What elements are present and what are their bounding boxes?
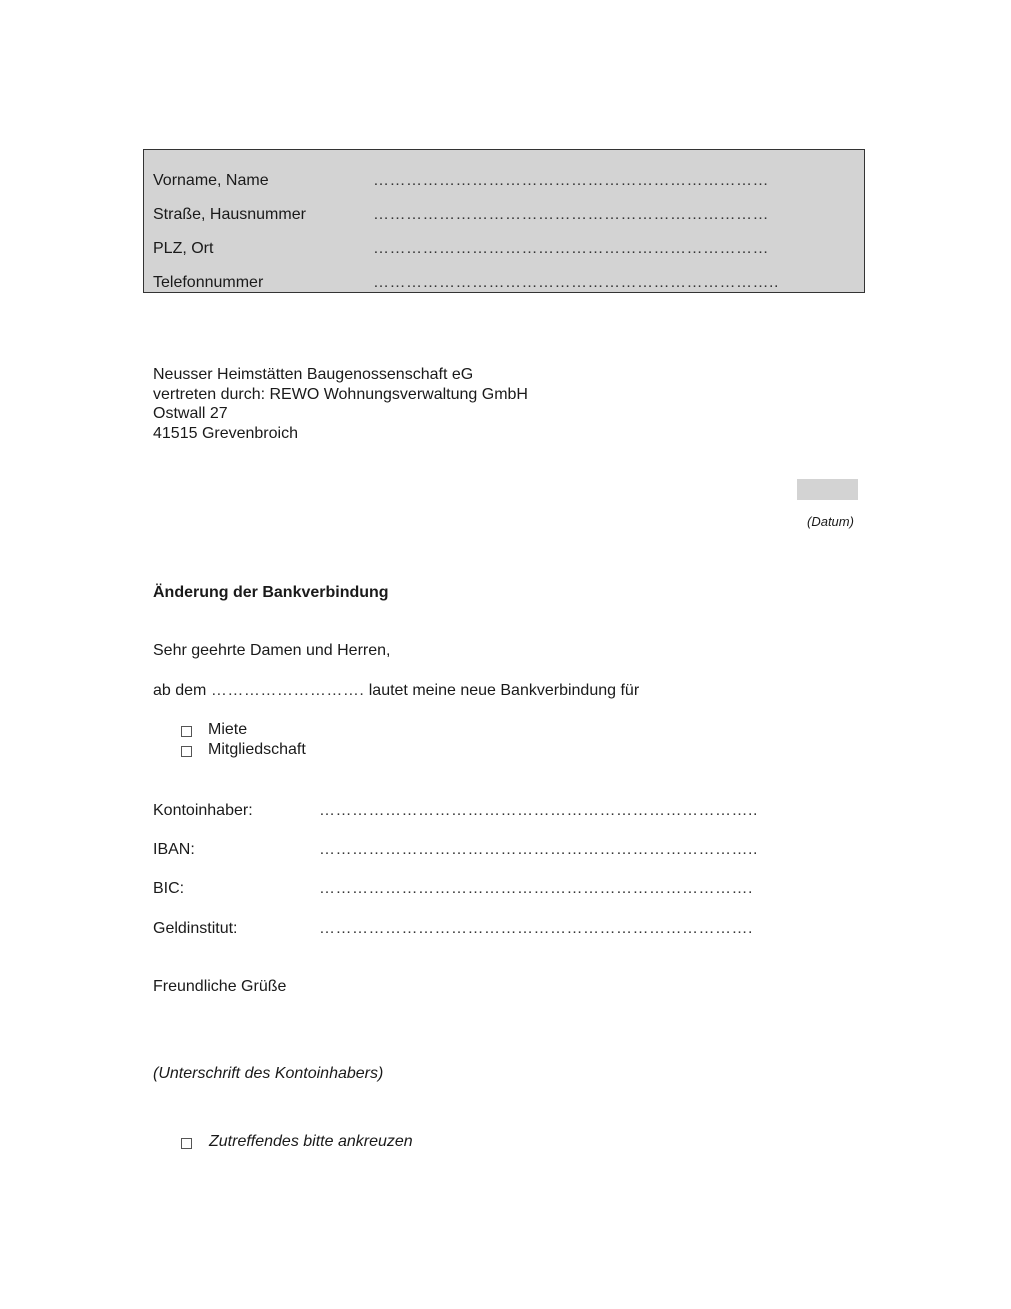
note-checkbox-icon bbox=[181, 1138, 192, 1149]
iban-label: IBAN: bbox=[153, 841, 195, 858]
sender-street-label: Straße, Hausnummer bbox=[153, 206, 306, 223]
recipient-line-3: Ostwall 27 bbox=[153, 405, 228, 422]
sender-name-field[interactable]: ……………………………………………………………… bbox=[373, 172, 769, 189]
miete-label: Miete bbox=[208, 721, 248, 738]
intro-before: ab dem bbox=[153, 682, 207, 699]
date-field[interactable] bbox=[797, 479, 858, 500]
mitgliedschaft-label: Mitgliedschaft bbox=[208, 741, 306, 758]
closing-text: Freundliche Grüße bbox=[153, 978, 287, 995]
sender-city-field[interactable]: ……………………………………………………………… bbox=[373, 240, 769, 257]
miete-checkbox[interactable] bbox=[181, 726, 192, 737]
bank-name-label: Geldinstitut: bbox=[153, 920, 238, 937]
bank-name-field[interactable]: ……………………………………………………………………. bbox=[319, 920, 753, 937]
account-holder-field[interactable]: …………………………………………………………………….. bbox=[319, 802, 758, 819]
sender-name-label: Vorname, Name bbox=[153, 172, 269, 189]
subject-heading: Änderung der Bankverbindung bbox=[153, 584, 389, 601]
recipient-line-2: vertreten durch: REWO Wohnungsverwaltung GmbH bbox=[153, 386, 528, 403]
date-label: (Datum) bbox=[807, 514, 854, 529]
sender-street-field[interactable]: ……………………………………………………………… bbox=[373, 206, 769, 223]
sender-phone-label: Telefonnummer bbox=[153, 274, 264, 291]
salutation: Sehr geehrte Damen und Herren, bbox=[153, 642, 391, 659]
recipient-line-4: 41515 Grevenbroich bbox=[153, 425, 298, 442]
bic-field[interactable]: ……………………………………………………………………. bbox=[319, 880, 753, 897]
iban-field[interactable]: …………………………………………………………………….. bbox=[319, 841, 758, 858]
note-text: Zutreffendes bitte ankreuzen bbox=[209, 1133, 413, 1150]
mitgliedschaft-checkbox[interactable] bbox=[181, 746, 192, 757]
signature-label: (Unterschrift des Kontoinhabers) bbox=[153, 1065, 384, 1082]
sender-city-label: PLZ, Ort bbox=[153, 240, 214, 257]
sender-phone-field[interactable]: ……………………………………………………………….. bbox=[373, 274, 779, 291]
intro-after: lautet meine neue Bankverbindung für bbox=[368, 682, 640, 699]
start-date-field[interactable]: ………………………. bbox=[210, 682, 365, 699]
intro-line bbox=[153, 682, 639, 700]
bic-label: BIC: bbox=[153, 880, 185, 897]
account-holder-label: Kontoinhaber: bbox=[153, 802, 253, 819]
recipient-line-1: Neusser Heimstätten Baugenossenschaft eG bbox=[153, 366, 474, 383]
